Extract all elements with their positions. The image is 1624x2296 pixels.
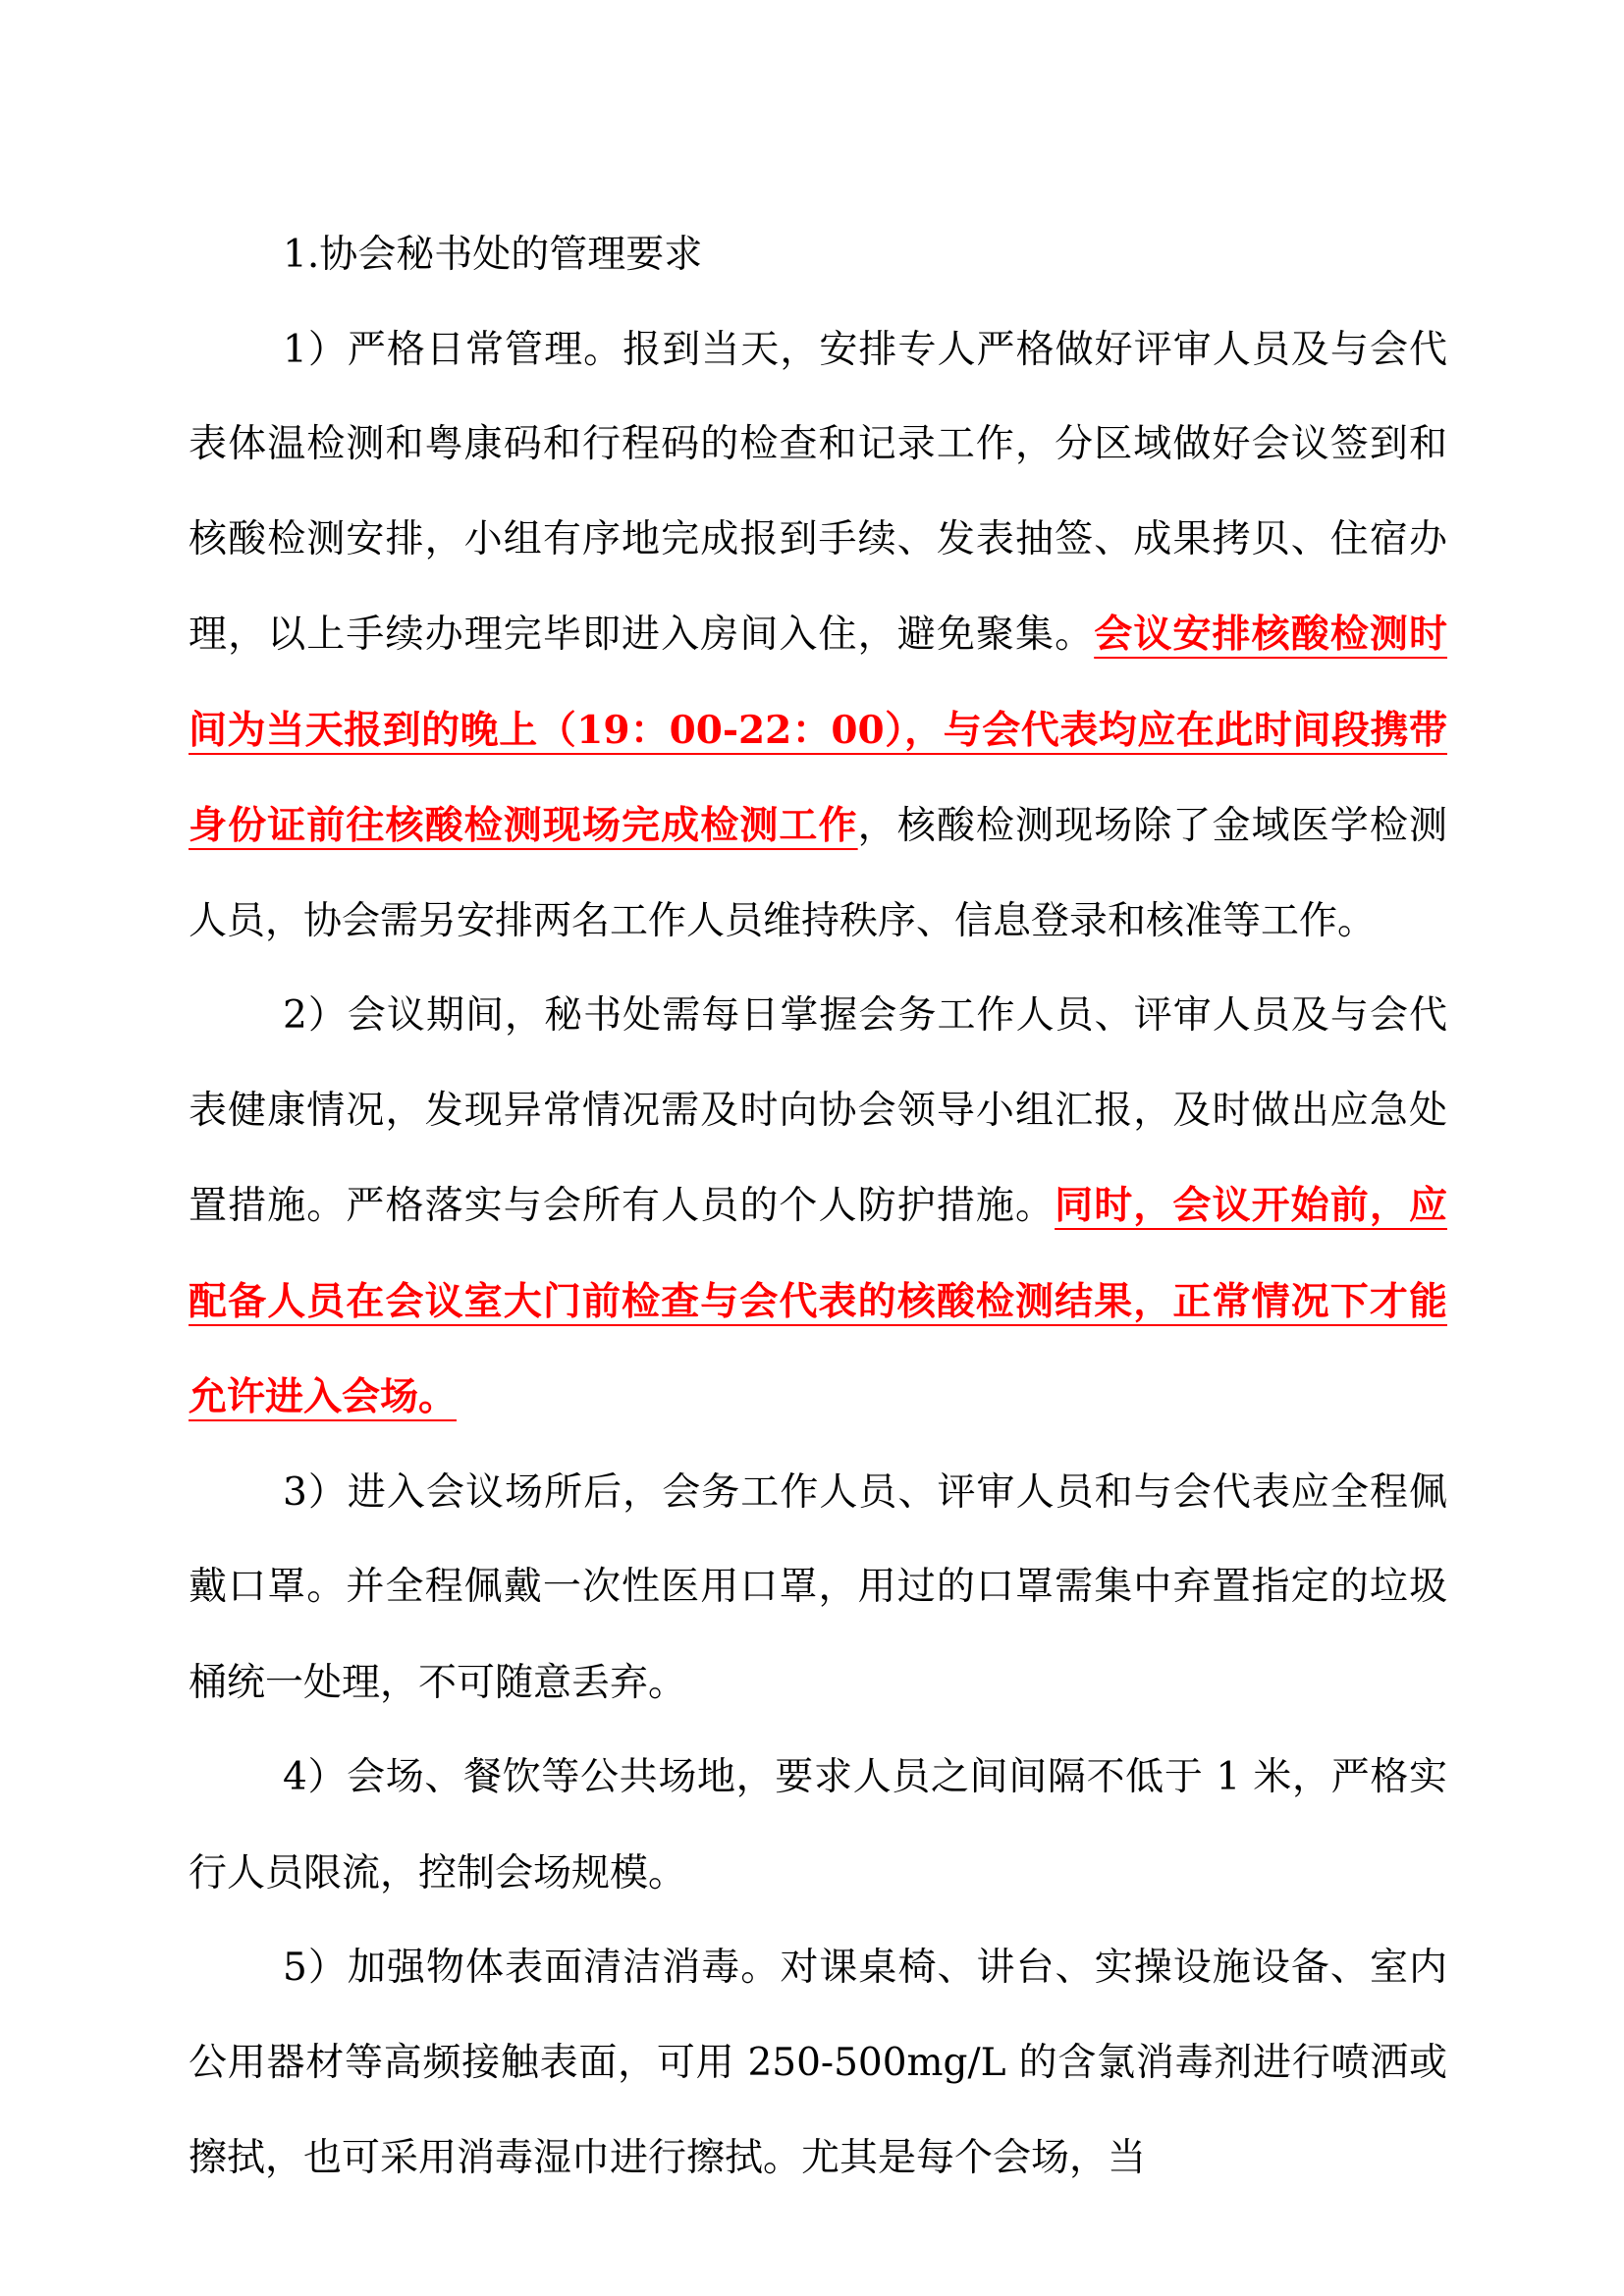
paragraph-5-text: 5）加强物体表面清洁消毒。对课桌椅、讲台、实操设施设备、室内公用器材等高频接触表面，可用 250-500mg/L 的含氯消毒剂进行喷洒或擦拭，也可采用消毒湿巾进行擦拭。尤其是每个会场，当 bbox=[189, 1946, 1447, 2180]
paragraph-2-highlight: 同时，会议开始前，应配备人员在会议室大门前检查与会代表的核酸检测结果，正常情况下才能允许进入会场。 bbox=[189, 1183, 1447, 1419]
paragraph-1 bbox=[189, 303, 1447, 970]
paragraph-1-text-after: ，核酸检测现场除了金域医学检测人员，协会需另安排两名工作人员维持秩序、信息登录和核准等工作。 bbox=[189, 804, 1447, 943]
paragraph-3 bbox=[189, 1446, 1447, 1732]
paragraph-4-text: 4）会场、餐饮等公共场地，要求人员之间间隔不低于 1 米，严格实行人员限流，控制会场规模。 bbox=[189, 1755, 1447, 1896]
paragraph-4 bbox=[189, 1731, 1447, 1921]
paragraph-5 bbox=[189, 1921, 1447, 2207]
paragraph-2 bbox=[189, 969, 1447, 1446]
paragraph-1-highlight: 会议安排核酸检测时间为当天报到的晚上（19：00-22：00），与会代表均应在此时间段携带身份证前往核酸检测现场完成检测工作 bbox=[189, 612, 1447, 848]
paragraph-3-text: 3）进入会议场所后，会务工作人员、评审人员和与会代表应全程佩戴口罩。并全程佩戴一次性医用口罩，用过的口罩需集中弃置指定的垃圾桶统一处理，不可随意丢弃。 bbox=[189, 1469, 1447, 1705]
section-heading: 1.协会秘书处的管理要求 bbox=[283, 233, 703, 277]
paragraph-1-text: 1）严格日常管理。报到当天，安排专人严格做好评审人员及与会代表体温检测和粤康码和行程码的检查和记录工作，分区域做好会议签到和核酸检测安排，小组有序地完成报到手续、发表抽签、成果拷贝、住宿办理，以上手续办理完毕即进入房间入住，避免聚集。 bbox=[189, 327, 1447, 657]
document-body bbox=[189, 208, 1447, 2207]
paragraph-2-text: 2）会议期间，秘书处需每日掌握会务工作人员、评审人员及与会代表健康情况，发现异常情况需及时向协会领导小组汇报，及时做出应急处置措施。严格落实与会所有人员的个人防护措施。 bbox=[189, 993, 1447, 1228]
